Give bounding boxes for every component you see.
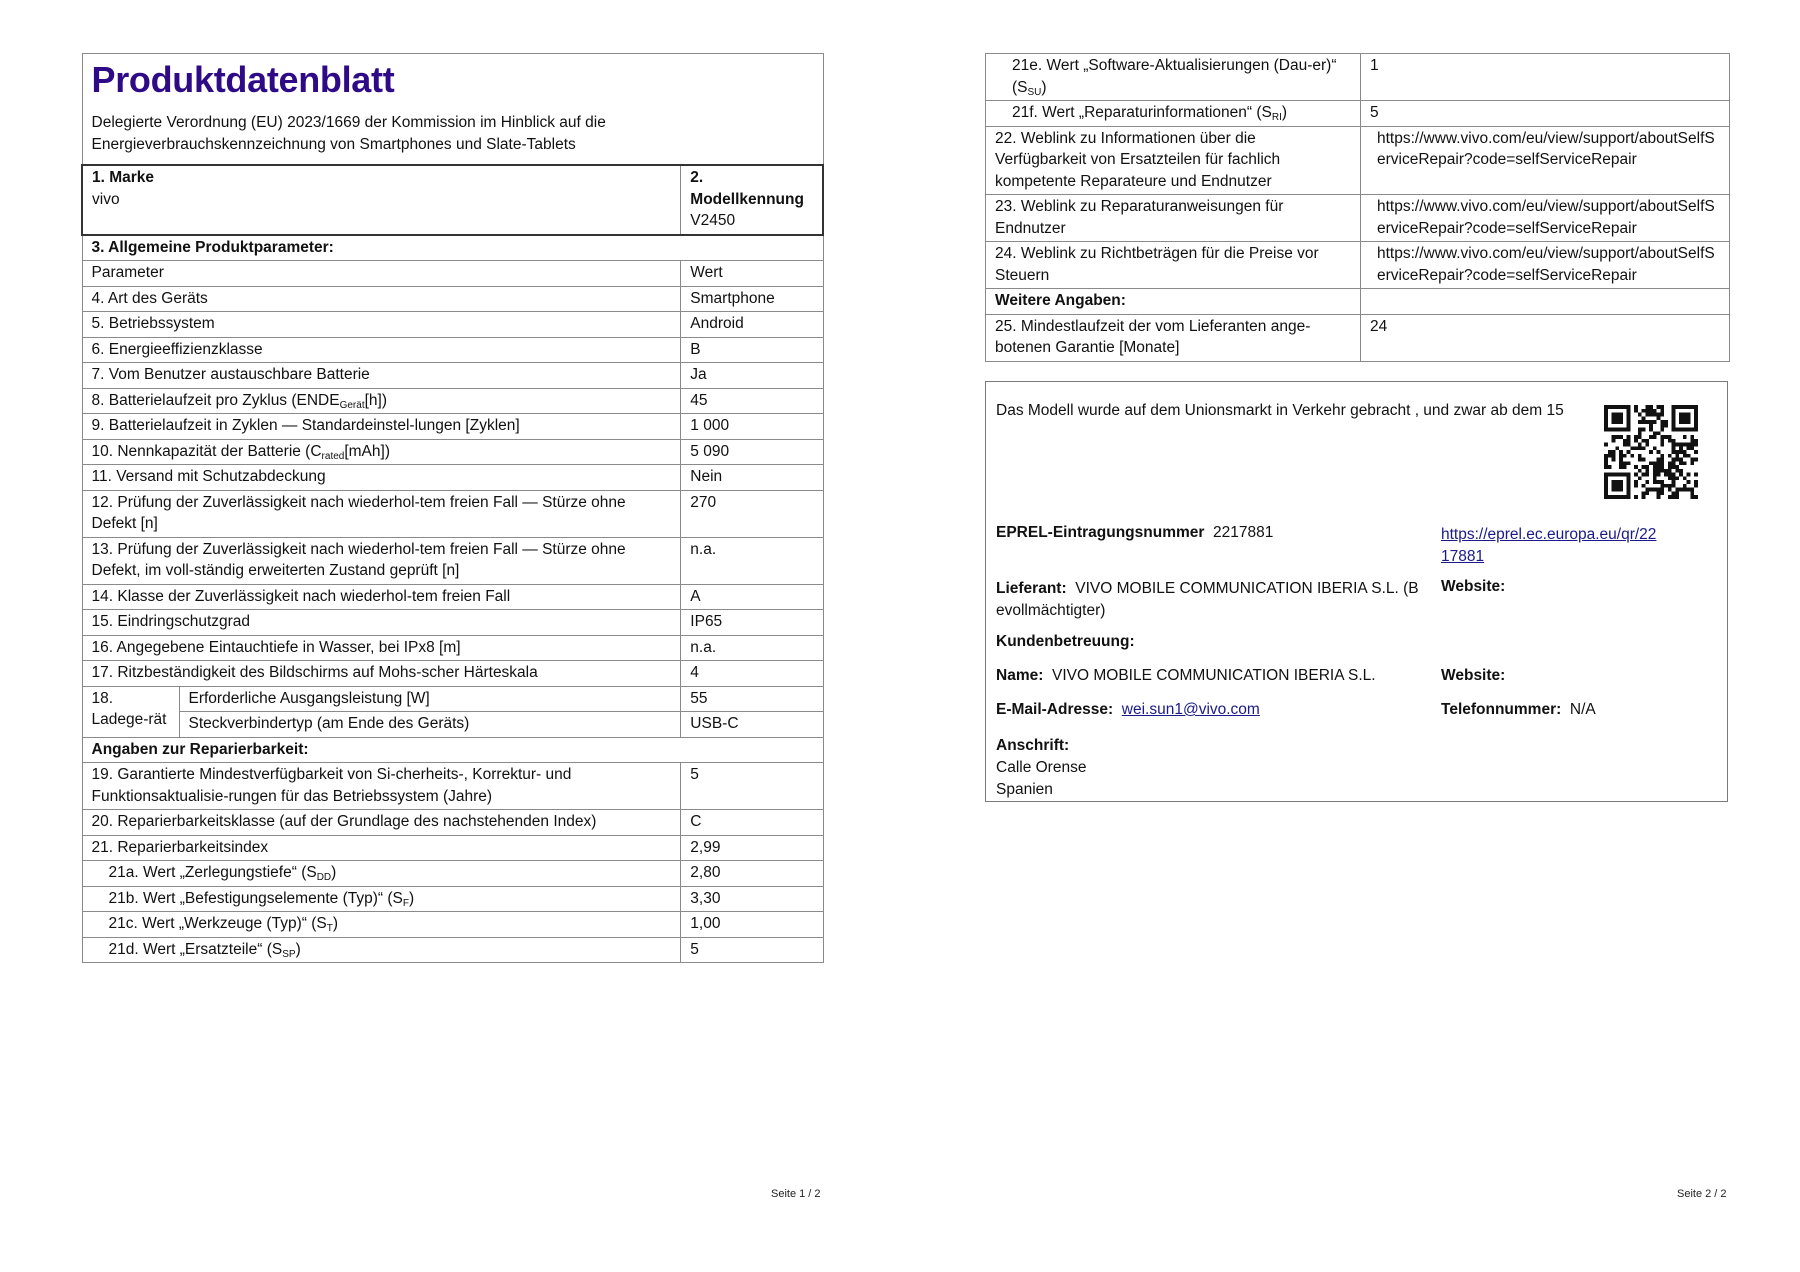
label-text: 21b. Wert „Befestigungselemente (Typ)“ (S <box>108 889 403 907</box>
name-value: VIVO MOBILE COMMUNICATION IBERIA S.L. <box>1052 667 1376 684</box>
weblink-row <box>986 242 1730 289</box>
label-text-end: ) <box>1041 78 1047 96</box>
row-value: Smartphone <box>681 286 823 312</box>
row-value: 4 <box>681 661 823 687</box>
row-label: 9. Batterielaufzeit in Zyklen — Standardeinstel-lungen [Zyklen] <box>82 414 681 440</box>
charger-power-label: Erforderliche Ausgangsleistung [W] <box>179 686 681 712</box>
section-repair-row <box>82 737 823 763</box>
general-row <box>82 414 823 440</box>
repair-row <box>82 835 823 861</box>
row-label: 11. Versand mit Schutzabdeckung <box>82 465 681 491</box>
brand-model-row <box>82 165 823 235</box>
header-cell <box>82 54 823 166</box>
eprel-link-line2[interactable]: 17881 <box>1441 548 1485 565</box>
label-subscript: SU <box>1027 86 1042 98</box>
general-row <box>82 490 823 537</box>
section-general-row <box>82 235 823 261</box>
model-label: 2. Modellkennung <box>690 169 804 208</box>
param-header-value: Wert <box>681 261 823 287</box>
address-line2: Spanien <box>996 781 1053 798</box>
general-row <box>82 388 823 414</box>
address-label: Anschrift: <box>996 737 1070 754</box>
label-text: 21c. Wert „Werkzeuge (Typ)“ (S <box>108 915 327 932</box>
product-data-table-continued <box>985 53 1730 362</box>
phone-label: Telefonnummer: <box>1441 701 1562 718</box>
row-link[interactable]: https://www.vivo.com/eu/view/support/aboutSelfServiceRepair?code=selfServiceRepair <box>1361 195 1730 242</box>
row-label: 23. Weblink zu Reparaturanweisungen für Endnutzer <box>986 195 1361 242</box>
warranty-value: 24 <box>1361 314 1730 361</box>
header-row <box>82 54 823 166</box>
page-2 <box>985 53 1730 362</box>
market-text: Das Modell wurde auf dem Unionsmarkt in Verkehr gebracht , und zwar ab dem 15 <box>996 402 1564 419</box>
repair-row <box>82 810 823 836</box>
document-title: Produktdatenblatt <box>91 59 395 100</box>
row-label: 7. Vom Benutzer austauschbare Batterie <box>82 363 681 389</box>
email-link[interactable]: wei.sun1@vivo.com <box>1121 701 1260 718</box>
supplier-value-line2: evollmächtigter) <box>996 602 1106 619</box>
label-subscript: T <box>326 923 333 934</box>
row-label: 12. Prüfung der Zuverlässigkeit nach wiederhol-tem freien Fall — Stürze ohne Defekt [n] <box>82 490 681 537</box>
charger-power-value: 55 <box>681 686 823 712</box>
row-value: 1 000 <box>681 414 823 440</box>
label-subscript: rated <box>321 450 345 462</box>
general-row <box>82 610 823 636</box>
row-value: 3,30 <box>681 886 823 912</box>
charger-row-2 <box>82 712 823 738</box>
general-row <box>82 537 823 584</box>
eprel-info-box <box>985 381 1728 802</box>
row-label <box>82 439 681 465</box>
address-line1: Calle Orense <box>996 759 1087 776</box>
row-value: n.a. <box>681 537 823 584</box>
brand-label: 1. Marke <box>92 169 155 186</box>
row-value: C <box>681 810 823 836</box>
qr-code-icon[interactable] <box>1604 405 1698 499</box>
label-text-end: ) <box>408 889 415 907</box>
row-label: 17. Ritzbeständigkeit des Bildschirms auf Mohs-scher Härteskala <box>82 661 681 687</box>
label-subscript: SP <box>282 948 296 960</box>
row-value: 1 <box>1361 54 1730 101</box>
row-label <box>82 912 681 938</box>
email-label: E-Mail-Adresse: <box>996 701 1114 718</box>
document-subtitle-line1: Delegierte Verordnung (EU) 2023/1669 der Kommission im Hinblick auf die <box>91 114 606 131</box>
row-label: 14. Klasse der Zuverlässigkeit nach wiederhol-tem freien Fall <box>82 584 681 610</box>
row-label: 24. Weblink zu Richtbeträgen für die Preise vor Steuern <box>986 242 1361 289</box>
label-text-end: ) <box>331 864 337 881</box>
product-data-table <box>81 53 824 963</box>
row-value: 5 <box>681 763 823 810</box>
label-text-end: ) <box>295 940 301 958</box>
warranty-row <box>986 314 1730 361</box>
row-label <box>82 861 681 887</box>
row-label: 13. Prüfung der Zuverlässigkeit nach wiederhol-tem freien Fall — Stürze ohne Defekt, im voll-ständig erweiterten Zustand geprüft [n] <box>82 537 681 584</box>
supplier-website-label: Website: <box>1441 578 1506 595</box>
row-value: 2,80 <box>681 861 823 887</box>
row-label <box>82 886 681 912</box>
eprel-label: EPREL-Eintragungsnummer <box>996 524 1205 541</box>
general-row <box>82 337 823 363</box>
row-link[interactable]: https://www.vivo.com/eu/view/support/aboutSelfServiceRepair?code=selfServiceRepair <box>1361 126 1730 195</box>
charger-connector-value: USB-C <box>681 712 823 738</box>
row-value: 1,00 <box>681 912 823 938</box>
label-text-end: ) <box>332 915 338 932</box>
param-header-row <box>82 261 823 287</box>
label-text: 10. Nennkapazität der Batterie (C <box>91 442 322 460</box>
row-value: 5 090 <box>681 439 823 465</box>
general-row <box>82 661 823 687</box>
model-cell <box>681 165 823 235</box>
row-label: 4. Art des Geräts <box>82 286 681 312</box>
label-text: 21d. Wert „Ersatzteile“ (S <box>108 940 283 958</box>
service-website-label: Website: <box>1441 667 1506 684</box>
label-text: 21a. Wert „Zerlegungstiefe“ (S <box>108 864 317 881</box>
general-row <box>82 584 823 610</box>
warranty-label: 25. Mindestlaufzeit der vom Lieferanten ange-botenen Garantie [Monate] <box>986 314 1361 361</box>
general-row <box>82 465 823 491</box>
row-label <box>986 101 1361 127</box>
row-value: 270 <box>681 490 823 537</box>
general-row <box>82 635 823 661</box>
eprel-link-line1[interactable]: https://eprel.ec.europa.eu/qr/22 <box>1441 526 1657 543</box>
general-row <box>82 312 823 338</box>
row-value: 5 <box>1361 101 1730 127</box>
charger-row-1 <box>82 686 823 712</box>
brand-cell <box>82 165 681 235</box>
param-header-param: Parameter <box>82 261 681 287</box>
row-label: 15. Eindringschutzgrad <box>82 610 681 636</box>
general-row <box>82 286 823 312</box>
general-row <box>82 439 823 465</box>
repair-sub-row <box>82 886 823 912</box>
label-text-end: [h]) <box>364 391 388 409</box>
row-label: 22. Weblink zu Informationen über die Verfügbarkeit von Ersatzteilen für fachlich kompetente Reparateure und Endnutzer <box>986 126 1361 195</box>
section-more-row <box>986 289 1730 315</box>
label-subscript: Gerät <box>339 399 365 411</box>
brand-value: vivo <box>92 190 120 208</box>
row-value: 5 <box>681 937 823 963</box>
row-value: IP65 <box>681 610 823 636</box>
row-label: 19. Garantierte Mindestverfügbarkeit von Si-cherheits-, Korrektur- und Funktionsaktualisie-rungen für das Betriebssystem (Jahre) <box>82 763 681 810</box>
charger-label: 18. Ladege-rät <box>82 686 179 737</box>
label-subscript: F <box>402 897 409 909</box>
label-text-end: [mAh]) <box>344 442 390 460</box>
row-value: Nein <box>681 465 823 491</box>
repair-row <box>82 763 823 810</box>
section-general-heading: 3. Allgemeine Produktparameter: <box>82 235 823 261</box>
supplier-value-line1: VIVO MOBILE COMMUNICATION IBERIA S.L. (B <box>1075 580 1419 597</box>
document-subtitle-line2: Energieverbrauchskennzeichnung von Smartphones und Slate-Tablets <box>91 136 576 153</box>
row-link[interactable]: https://www.vivo.com/eu/view/support/aboutSelfServiceRepair?code=selfServiceRepair <box>1361 242 1730 289</box>
row-label <box>82 937 681 963</box>
page-number-2: Seite 2 / 2 <box>1677 1188 1727 1200</box>
row-label: 21. Reparierbarkeitsindex <box>82 835 681 861</box>
eprel-number: 2217881 <box>1213 524 1274 541</box>
charger-connector-label: Steckverbindertyp (am Ende des Geräts) <box>179 712 681 738</box>
weblink-row <box>986 126 1730 195</box>
row-value: Android <box>681 312 823 338</box>
row-value: 45 <box>681 388 823 414</box>
section-more-empty <box>1361 289 1730 315</box>
label-subscript: RI <box>1271 112 1282 123</box>
row-value: 2,99 <box>681 835 823 861</box>
eprel-link[interactable] <box>1441 526 1656 565</box>
name-label: Name: <box>996 667 1044 684</box>
label-text: 8. Batterielaufzeit pro Zyklus (ENDE <box>91 391 340 409</box>
repair-sub-row <box>82 861 823 887</box>
customer-service-label: Kundenbetreuung: <box>996 633 1135 650</box>
label-text: 21f. Wert „Reparaturinformationen“ (S <box>1012 104 1272 121</box>
label-subscript: DD <box>316 872 332 883</box>
section-more-heading: Weitere Angaben: <box>986 289 1361 315</box>
supplier-label: Lieferant: <box>996 580 1067 597</box>
weblink-row <box>986 195 1730 242</box>
page-number-1: Seite 1 / 2 <box>771 1188 821 1200</box>
row-value: B <box>681 337 823 363</box>
section-repair-heading: Angaben zur Reparierbarkeit: <box>82 737 823 763</box>
label-text: 21e. Wert „Software-Aktualisierungen (Dau-er)“ (S <box>1012 57 1337 96</box>
row-label <box>986 54 1361 101</box>
model-value: V2450 <box>690 212 736 229</box>
row-label: 20. Reparierbarkeitsklasse (auf der Grundlage des nachstehenden Index) <box>82 810 681 836</box>
page-1 <box>81 53 824 963</box>
repair-sub-row <box>986 101 1730 127</box>
label-text-end: ) <box>1281 104 1288 121</box>
row-label: 5. Betriebssystem <box>82 312 681 338</box>
row-label <box>82 388 681 414</box>
repair-sub-row <box>986 54 1730 101</box>
repair-sub-row <box>82 912 823 938</box>
row-value: n.a. <box>681 635 823 661</box>
general-row <box>82 363 823 389</box>
phone-value: N/A <box>1569 701 1596 718</box>
row-label: 6. Energieeffizienzklasse <box>82 337 681 363</box>
row-label: 16. Angegebene Eintauchtiefe in Wasser, bei IPx8 [m] <box>82 635 681 661</box>
row-value: Ja <box>681 363 823 389</box>
row-value: A <box>681 584 823 610</box>
repair-sub-row <box>82 937 823 963</box>
